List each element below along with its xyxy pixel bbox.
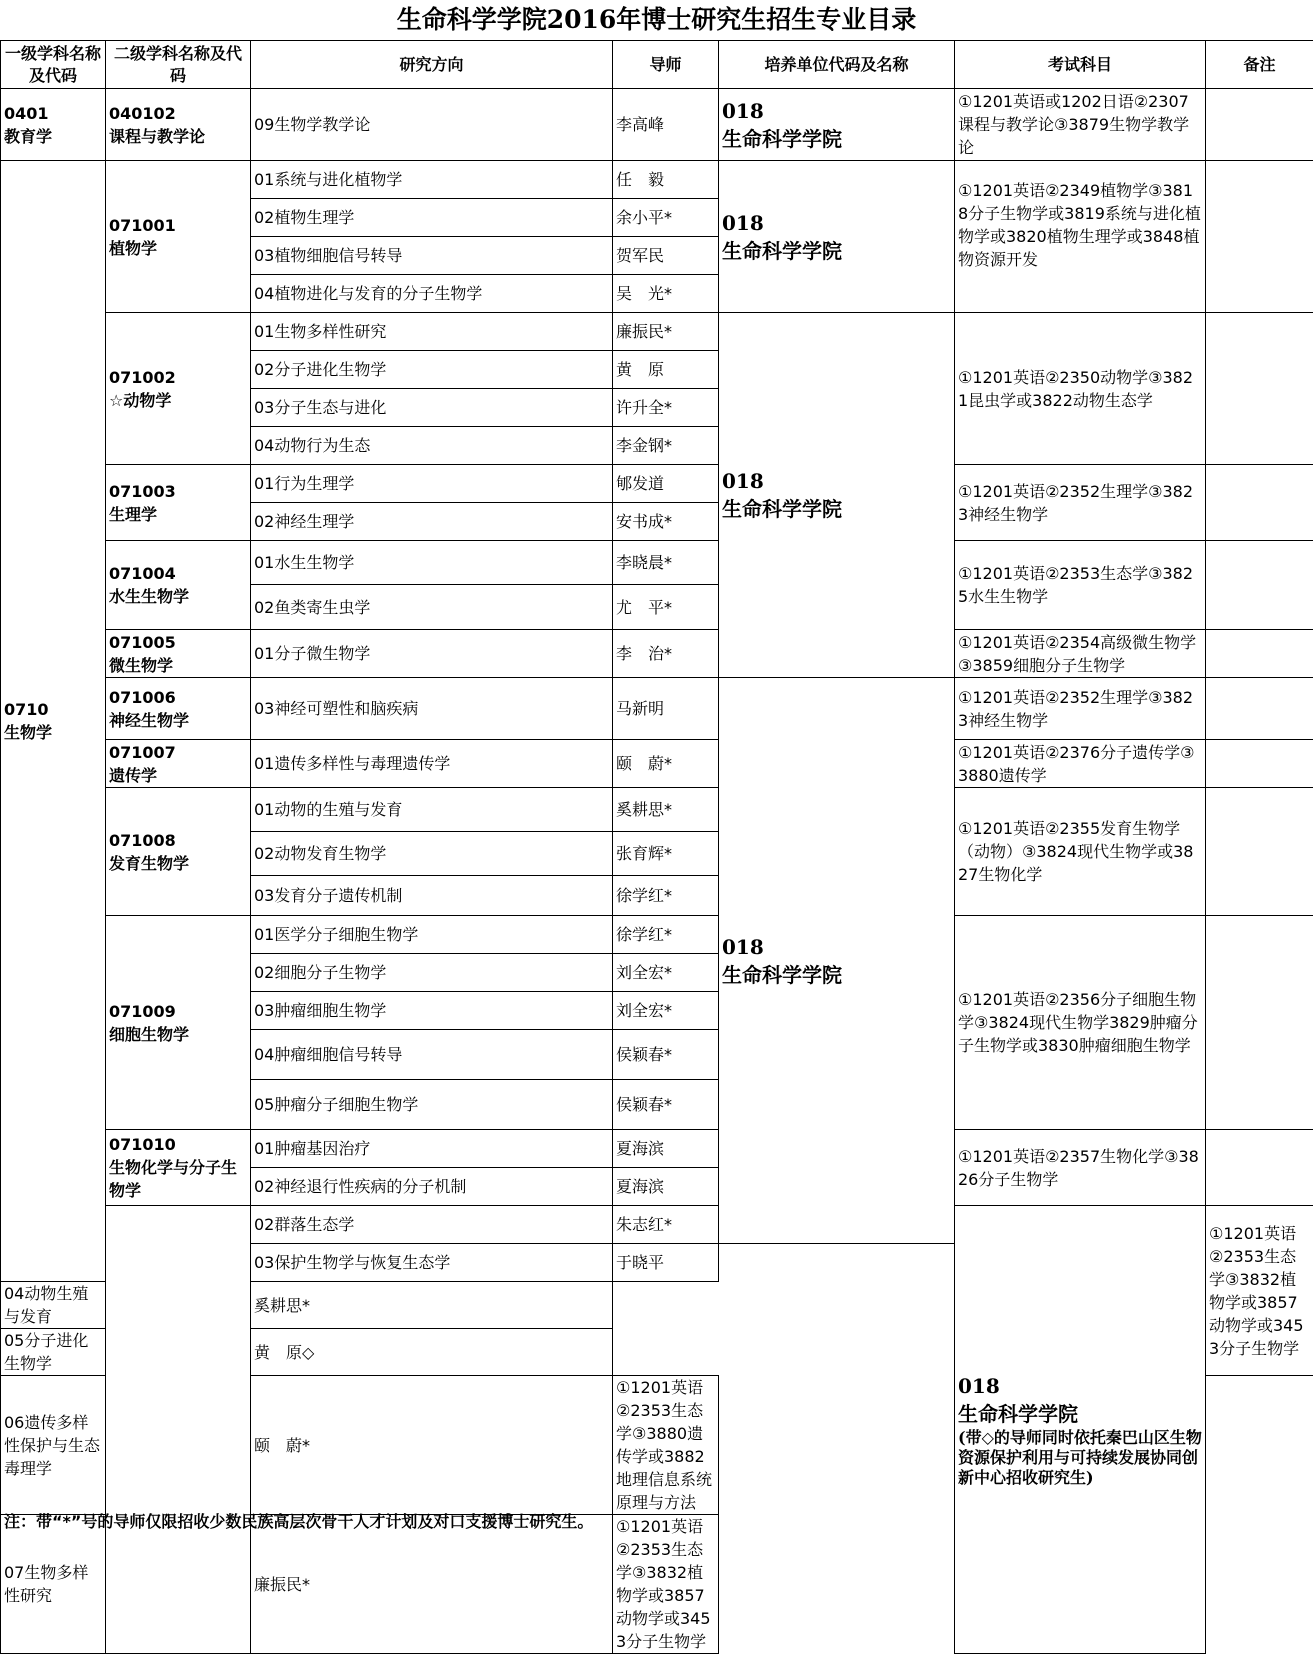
unit-cell	[719, 313, 955, 678]
l1-name: 生物学	[4, 723, 52, 742]
table-row	[1, 313, 1313, 351]
unit-code: 018	[722, 211, 764, 235]
l2-cell	[106, 541, 251, 630]
note-cell	[1206, 678, 1313, 740]
table-row	[1, 630, 1313, 678]
table-row	[1, 89, 1313, 161]
tutor-cell: 刘全宏*	[613, 992, 719, 1030]
exam-cell: ①1201英语②2353生态学③3832植物学或3857动物学或3453分子生物学	[613, 1515, 719, 1654]
table-row	[1, 788, 1313, 832]
unit-code: 018	[958, 1374, 1000, 1398]
direction-cell: 02植物生理学	[251, 199, 613, 237]
note-cell	[1206, 916, 1313, 1130]
table-row	[1, 1130, 1313, 1168]
unit-name: 生命科学学院	[722, 239, 842, 263]
direction-cell: 06遗传多样性保护与生态毒理学	[1, 1376, 106, 1515]
unit-special-note: (带◇的导师同时依托秦巴山区生物资源保护利用与可持续发展协同创新中心招收研究生)	[958, 1428, 1202, 1488]
l2-name: ☆动物学	[109, 391, 171, 410]
direction-cell: 05肿瘤分子细胞生物学	[251, 1080, 613, 1130]
tutor-cell: 安书成*	[613, 503, 719, 541]
direction-cell: 01遗传多样性与毒理遗传学	[251, 740, 613, 788]
tutor-cell: 颐 蔚*	[613, 740, 719, 788]
tutor-cell: 廉振民*	[613, 313, 719, 351]
exam-cell: ①1201英语②2357生物化学③3826分子生物学	[955, 1130, 1206, 1206]
l1-name: 教育学	[4, 127, 52, 146]
direction-cell: 04肿瘤细胞信号转导	[251, 1030, 613, 1080]
exam-cell: ①1201英语②2353生态学③3825水生生物学	[955, 541, 1206, 630]
note-cell	[1206, 89, 1313, 161]
exam-cell: ①1201英语②2353生态学③3880遗传学或3882地理信息系统原理与方法	[613, 1376, 719, 1515]
exam-cell: ①1201英语②2376分子遗传学③3880遗传学	[955, 740, 1206, 788]
l2-code: 071003	[109, 482, 176, 501]
direction-cell: 02动物发育生物学	[251, 832, 613, 876]
tutor-cell: 徐学红*	[613, 916, 719, 954]
tutor-cell: 徐学红*	[613, 876, 719, 916]
table-row	[1, 916, 1313, 954]
note-cell	[1206, 1130, 1313, 1206]
l2-cell	[106, 161, 251, 313]
direction-cell: 03发育分子遗传机制	[251, 876, 613, 916]
note-cell	[1206, 740, 1313, 788]
header-row	[1, 41, 1313, 89]
header-direction: 研究方向	[251, 41, 613, 89]
unit-cell	[719, 89, 955, 161]
tutor-cell: 夏海滨	[613, 1168, 719, 1206]
l2-name: 细胞生物学	[109, 1025, 189, 1044]
tutor-cell: 颐 蔚*	[251, 1376, 613, 1515]
direction-cell: 03肿瘤细胞生物学	[251, 992, 613, 1030]
direction-cell: 01系统与进化植物学	[251, 161, 613, 199]
direction-cell: 03神经可塑性和脑疾病	[251, 678, 613, 740]
tutor-cell: 余小平*	[613, 199, 719, 237]
l2-cell	[106, 916, 251, 1130]
direction-cell: 05分子进化生物学	[1, 1329, 106, 1376]
tutor-cell: 张育辉*	[613, 832, 719, 876]
unit-name: 生命科学学院	[722, 497, 842, 521]
tutor-cell: 吴 光*	[613, 275, 719, 313]
l2-cell	[106, 740, 251, 788]
exam-cell: ①1201英语②2356分子细胞生物学③3824现代生物学3829肿瘤分子生物学或3830肿瘤细胞生物学	[955, 916, 1206, 1130]
unit-code: 018	[722, 469, 764, 493]
unit-cell	[955, 1206, 1206, 1654]
tutor-cell: 任 毅	[613, 161, 719, 199]
table-row	[1, 541, 1313, 585]
note-cell	[1206, 161, 1313, 313]
tutor-cell: 侯颖春*	[613, 1030, 719, 1080]
l2-code: 071005	[109, 633, 176, 652]
tutor-cell: 夏海滨	[613, 1130, 719, 1168]
l2-code: 071007	[109, 743, 176, 762]
unit-code: 018	[722, 935, 764, 959]
l2-code: 071010	[109, 1135, 176, 1154]
tutor-cell: 李 治*	[613, 630, 719, 678]
exam-cell: ①1201英语②2349植物学③3818分子生物学或3819系统与进化植物学或3820植物生理学或3848植物资源开发	[955, 161, 1206, 313]
l2-name: 课程与教学论	[109, 127, 205, 146]
exam-cell: ①1201英语②2352生理学③3823神经生物学	[955, 678, 1206, 740]
tutor-cell: 黄 原	[613, 351, 719, 389]
direction-cell: 01动物的生殖与发育	[251, 788, 613, 832]
tutor-cell: 贺军民	[613, 237, 719, 275]
header-l1: 一级学科名称及代码	[1, 41, 106, 89]
tutor-cell: 廉振民*	[251, 1515, 613, 1654]
l2-cell	[106, 678, 251, 740]
l2-cell-empty	[106, 1206, 251, 1654]
exam-cell: ①1201英语②2352生理学③3823神经生物学	[955, 465, 1206, 541]
l2-name: 生理学	[109, 505, 157, 524]
l1-education	[1, 89, 106, 161]
l2-name: 遗传学	[109, 766, 157, 785]
direction-cell: 02细胞分子生物学	[251, 954, 613, 992]
direction-cell: 03保护生物学与恢复生态学	[251, 1244, 613, 1282]
header-unit: 培养单位代码及名称	[719, 41, 955, 89]
l2-code: 071001	[109, 216, 176, 235]
table-row	[1, 465, 1313, 503]
header-exam: 考试科目	[955, 41, 1206, 89]
direction-cell: 02群落生态学	[251, 1206, 613, 1244]
l2-code: 071008	[109, 831, 176, 850]
direction-cell: 04植物进化与发育的分子生物学	[251, 275, 613, 313]
direction-cell: 01生物多样性研究	[251, 313, 613, 351]
tutor-cell: 郇发道	[613, 465, 719, 503]
exam-cell: ①1201英语或1202日语②2307课程与教学论③3879生物学教学论	[955, 89, 1206, 161]
tutor-cell: 朱志红*	[613, 1206, 719, 1244]
direction-cell: 04动物生殖与发育	[1, 1282, 106, 1329]
unit-name: 生命科学学院	[958, 1402, 1078, 1426]
l2-cell	[106, 1130, 251, 1206]
tutor-cell: 李金钢*	[613, 427, 719, 465]
l2-code: 071006	[109, 688, 176, 707]
page-title: 生命科学学院2016年博士研究生招生专业目录	[0, 0, 1313, 40]
l2-name: 神经生物学	[109, 711, 189, 730]
exam-cell: ①1201英语②2350动物学③3821昆虫学或3822动物生态学	[955, 313, 1206, 465]
direction-cell: 01水生生物学	[251, 541, 613, 585]
l2-code: 071004	[109, 564, 176, 583]
unit-cell	[719, 161, 955, 313]
unit-code: 018	[722, 99, 764, 123]
table-row	[1, 678, 1313, 740]
l2-code: 071002	[109, 368, 176, 387]
direction-cell: 04动物行为生态	[251, 427, 613, 465]
l1-code: 0401	[4, 104, 49, 123]
direction-cell: 01分子微生物学	[251, 630, 613, 678]
l2-code: 040102	[109, 104, 176, 123]
unit-name: 生命科学学院	[722, 127, 842, 151]
exam-cell: ①1201英语②2353生态学③3832植物学或3857动物学或3453分子生物学	[1206, 1206, 1313, 1376]
direction-cell: 02鱼类寄生虫学	[251, 585, 613, 630]
table-row	[1, 161, 1313, 199]
direction-cell: 02分子进化生物学	[251, 351, 613, 389]
exam-cell: ①1201英语②2355发育生物学（动物）③3824现代生物学或3827生物化学	[955, 788, 1206, 916]
footnote: 注：带“*”号的导师仅限招收少数民族高层次骨干人才计划及对口支援博士研究生。	[4, 1508, 1304, 1536]
tutor-cell: 李高峰	[613, 89, 719, 161]
tutor-cell: 李晓晨*	[613, 541, 719, 585]
l2-name: 发育生物学	[109, 854, 189, 873]
l2-cell	[106, 465, 251, 541]
exam-cell: ①1201英语②2354高级微生物学③3859细胞分子生物学	[955, 630, 1206, 678]
tutor-cell: 许升全*	[613, 389, 719, 427]
note-cell	[1206, 541, 1313, 630]
tutor-cell: 奚耕思*	[251, 1282, 613, 1329]
header-note: 备注	[1206, 41, 1313, 89]
l2-name: 水生生物学	[109, 587, 189, 606]
note-cell	[1206, 630, 1313, 678]
l2-cell	[106, 89, 251, 161]
note-cell	[1206, 788, 1313, 916]
note-cell	[1206, 465, 1313, 541]
l1-biology	[1, 161, 106, 1282]
tutor-cell: 尤 平*	[613, 585, 719, 630]
tutor-cell: 马新明	[613, 678, 719, 740]
l2-cell	[106, 788, 251, 916]
tutor-cell: 侯颖春*	[613, 1080, 719, 1130]
tutor-cell: 奚耕思*	[613, 788, 719, 832]
l2-cell	[106, 630, 251, 678]
tutor-cell: 黄 原◇	[251, 1329, 613, 1376]
l2-cell	[106, 313, 251, 465]
direction-cell: 01医学分子细胞生物学	[251, 916, 613, 954]
direction-cell: 07生物多样性研究	[1, 1515, 106, 1654]
direction-cell: 09生物学教学论	[251, 89, 613, 161]
direction-cell: 03植物细胞信号转导	[251, 237, 613, 275]
direction-cell: 02神经退行性疾病的分子机制	[251, 1168, 613, 1206]
tutor-cell: 于晓平	[613, 1244, 719, 1282]
tutor-cell: 刘全宏*	[613, 954, 719, 992]
catalog-table	[0, 40, 1313, 1654]
table-row	[1, 1206, 1313, 1244]
l2-name: 生物化学与分子生物学	[109, 1158, 237, 1200]
note-cell	[1206, 313, 1313, 465]
unit-name: 生命科学学院	[722, 963, 842, 987]
l2-name: 植物学	[109, 239, 157, 258]
header-tutor: 导师	[613, 41, 719, 89]
l2-name: 微生物学	[109, 656, 173, 675]
direction-cell: 01行为生理学	[251, 465, 613, 503]
unit-cell	[719, 678, 955, 1244]
direction-cell: 01肿瘤基因治疗	[251, 1130, 613, 1168]
table-row	[1, 740, 1313, 788]
l1-code: 0710	[4, 700, 49, 719]
header-l2: 二级学科名称及代码	[106, 41, 251, 89]
direction-cell: 03分子生态与进化	[251, 389, 613, 427]
l2-code: 071009	[109, 1002, 176, 1021]
direction-cell: 02神经生理学	[251, 503, 613, 541]
